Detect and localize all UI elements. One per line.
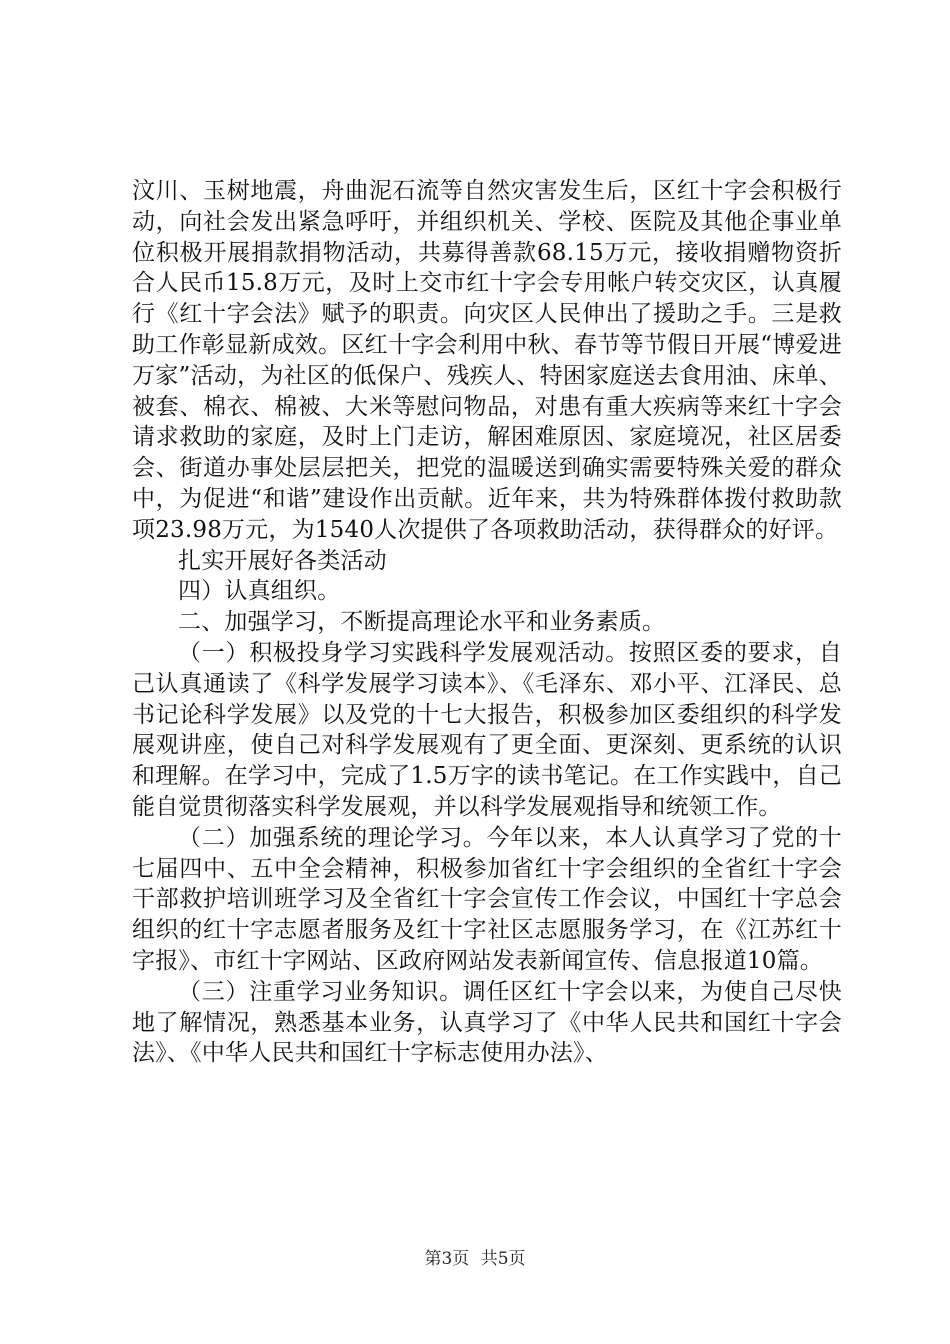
paragraph-study-3: （三）注重学习业务知识。调任区红十字会以来，为使自己尽快地了解情况，熟悉基本业务，认真学习了《中华人民共和国红十字会法》、《中华人民共和国红十字标志使用办法》、 <box>132 978 842 1067</box>
paragraph-organize: 四）认真组织。 <box>178 578 341 605</box>
page-total: 共5页 <box>480 1249 526 1269</box>
paragraph-study-1: （一）积极投身学习实践科学发展观活动。按照区委的要求，自己认真通读了《科学发展学习读本》、《毛泽东、邓小平、江泽民、总书记论科学发展》以及党的十七大报告，积极参加区委组织的科学发展观讲座，使自己对科学发展观有了更全面、更深刻、更系统的认识和理解。在学习中，完成了1.5万字的读书笔记。在工作实践中，自己能自觉贯彻落实科学发展观，并以科学发展观指导和统领工作。 <box>132 639 842 820</box>
page-footer <box>0 1244 950 1269</box>
page-number: 第3页 <box>424 1249 470 1269</box>
paragraph-disaster-relief: 汶川、玉树地震，舟曲泥石流等自然灾害发生后，区红十字会积极行动，向社会发出紧急呼吁，并组织机关、学校、医院及其他企事业单位积极开展捐款捐物活动，共募得善款68.15万元，接收捐赠物资折合人民币15.8万元，及时上交市红十字会专用帐户转交灾区，认真履行《红十字会法》赋予的职责。向灾区人民伸出了援助之手。三是救助工作彰显新成效。区红十字会利用中秋、春节等节假日开展“博爱进万家”活动，为社区的低保户、残疾人、特困家庭送去食用油、床单、被套、棉衣、棉被、大米等慰问物品，对患有重大疾病等来红十字会请求救助的家庭，及时上门走访，解困难原因、家庭境况，社区居委会、街道办事处层层把关，把党的温暖送到确实需要特殊关爱的群众中，为促进“和谐”建设作出贡献。近年来，共为特殊群体拨付救助款项23.98万元，为1540人次提供了各项救助活动，获得群众的好评。 <box>132 178 842 543</box>
paragraph-activities: 扎实开展好各类活动 <box>178 547 387 574</box>
section-heading-study: 二、加强学习，不断提高理论水平和业务素质。 <box>178 609 666 636</box>
document-body <box>132 176 842 1069</box>
paragraph-study-2: （二）加强系统的理论学习。今年以来，本人认真学习了党的十七届四中、五中全会精神，积极参加省红十字会组织的全省红十字会干部救护培训班学习及全省红十字会宣传工作会议，中国红十字总会组织的红十字志愿者服务及红十字社区志愿服务学习，在《江苏红十字报》、市红十字网站、区政府网站发表新闻宣传、信息报道10篇。 <box>132 824 842 974</box>
